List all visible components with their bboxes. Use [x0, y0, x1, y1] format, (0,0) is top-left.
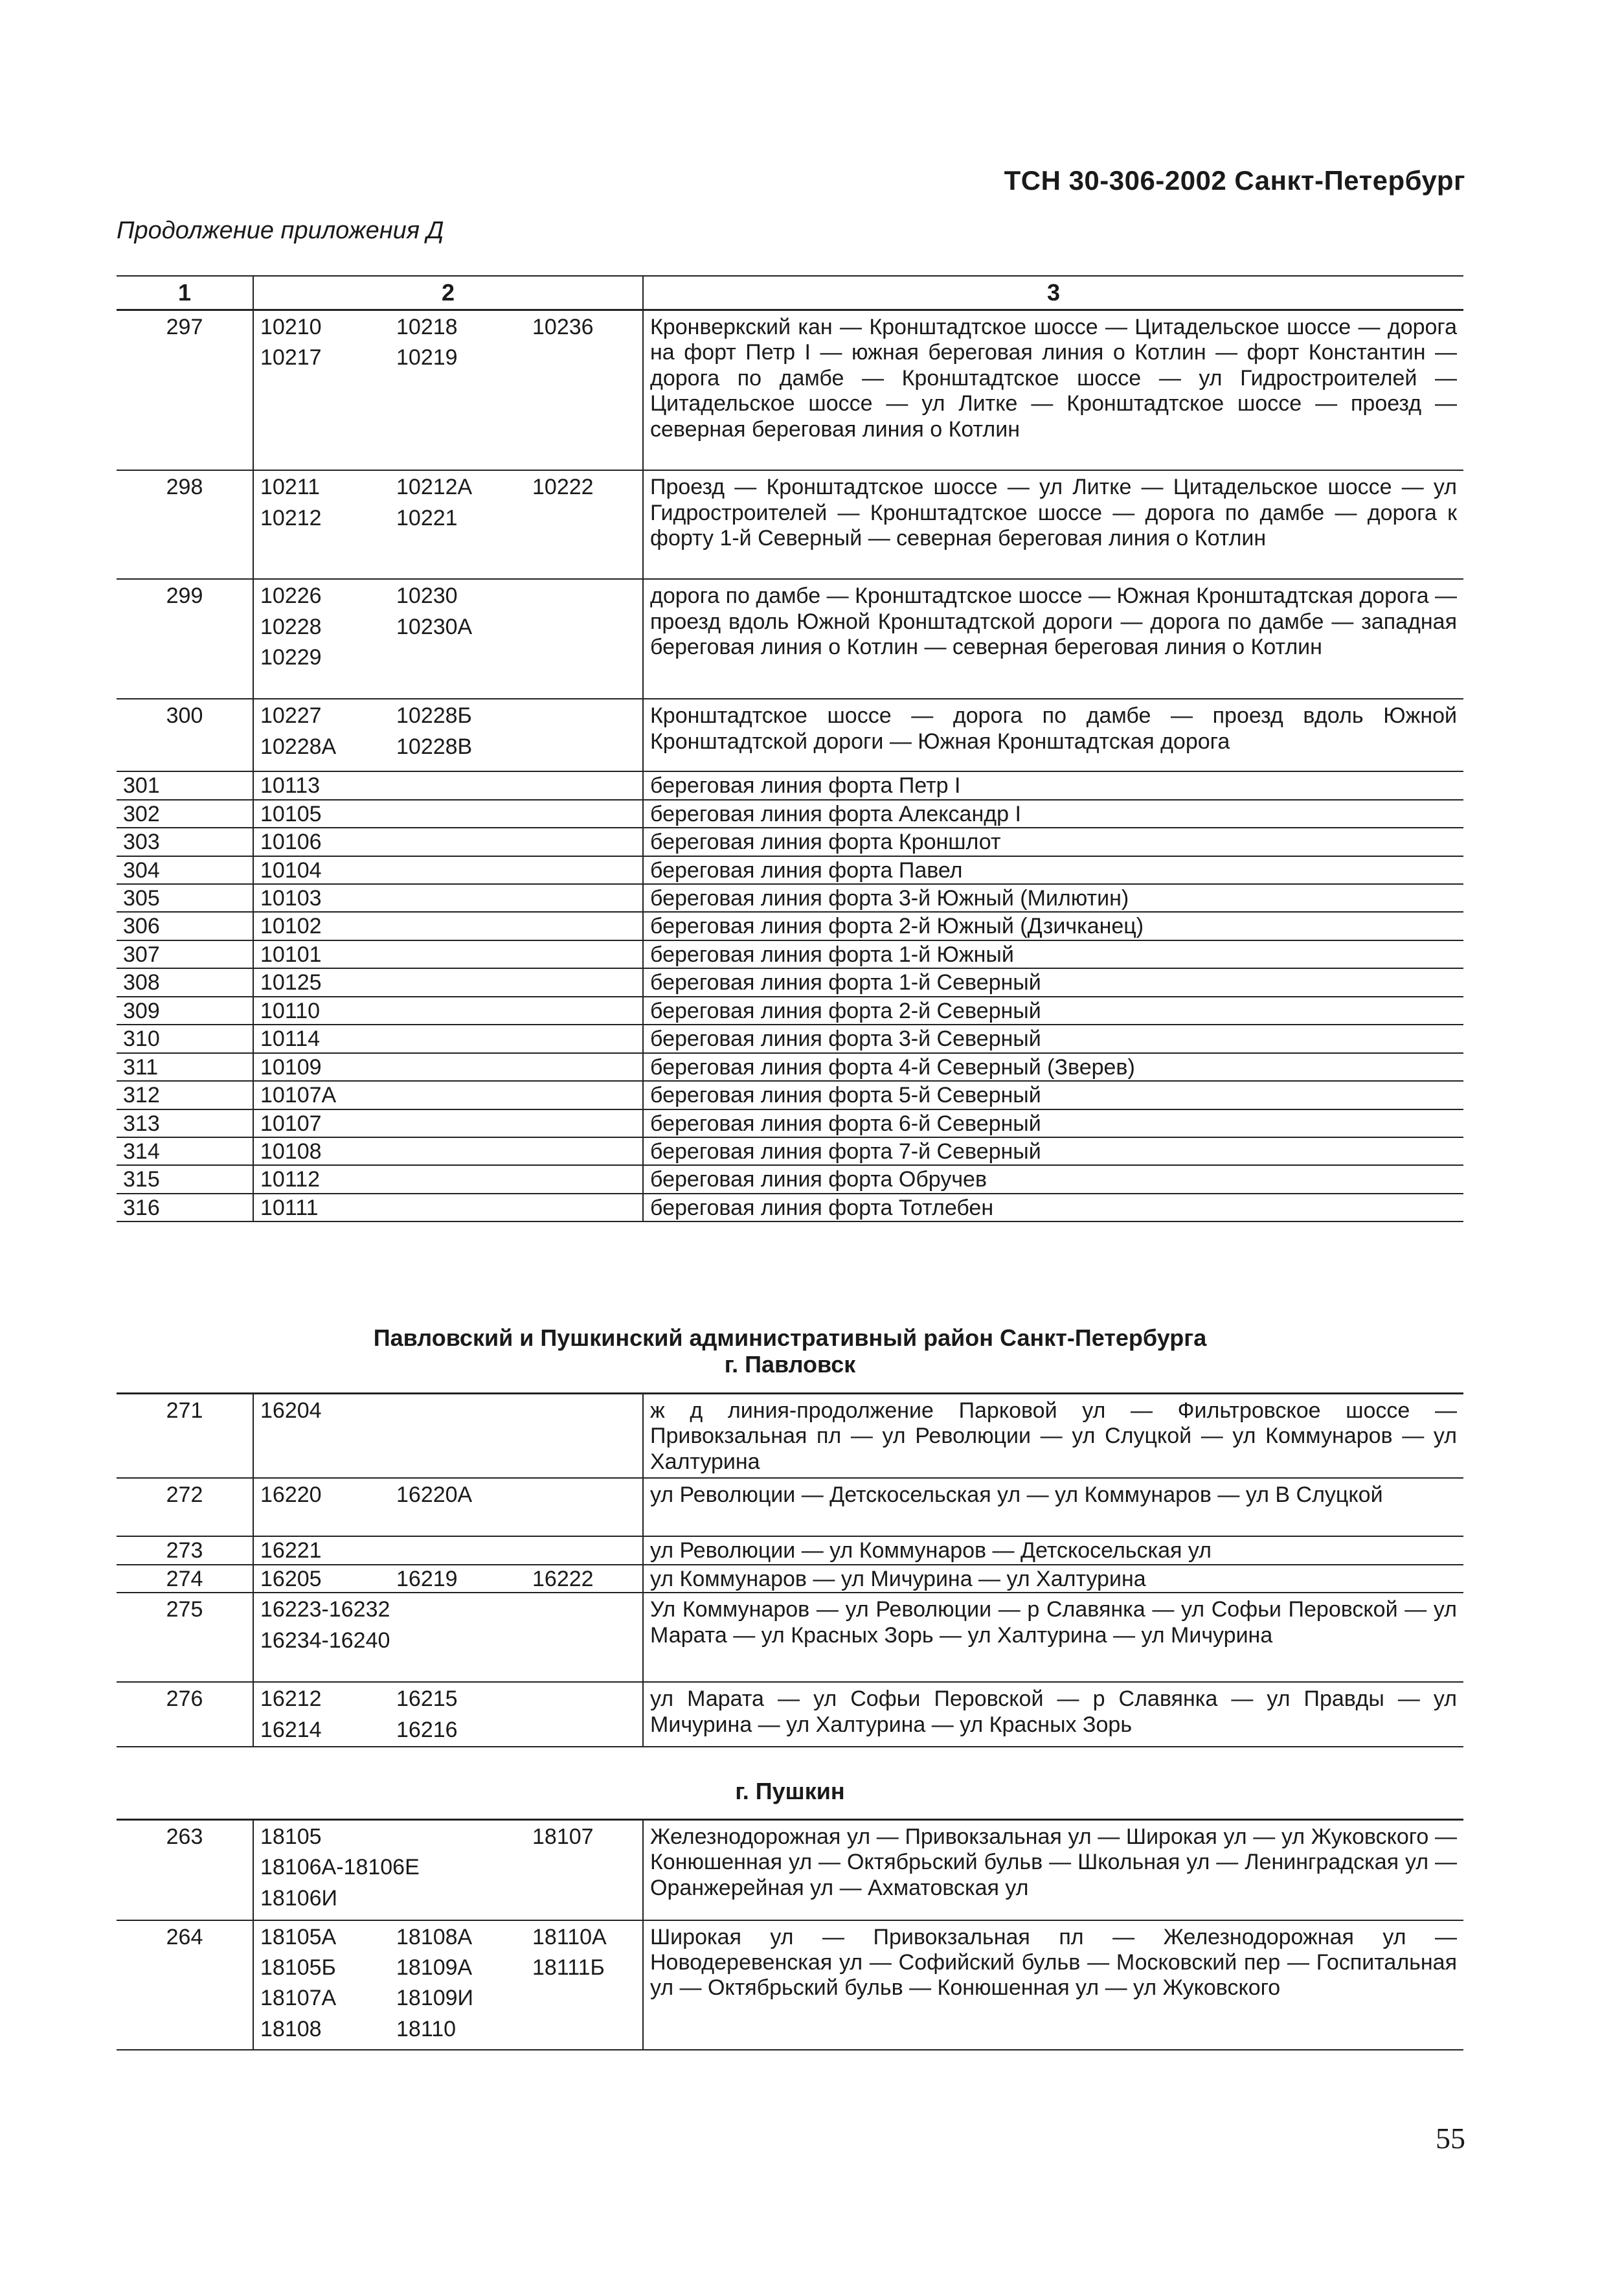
code: 10222 — [532, 475, 594, 500]
code: 16221 — [253, 1536, 643, 1564]
description: береговая линия форта 1-й Северный — [643, 968, 1463, 996]
row-number: 300 — [117, 699, 253, 771]
code: 10226 — [260, 584, 322, 609]
row-number: 302 — [117, 800, 253, 828]
code: 10104 — [253, 856, 643, 884]
description: береговая линия форта 2-й Северный — [643, 997, 1463, 1025]
row-number: 272 — [117, 1478, 253, 1536]
continuation-label: Продолжение приложения Д — [117, 217, 444, 244]
row-number: 303 — [117, 828, 253, 856]
column-header-1: 1 — [117, 276, 253, 310]
district-title: Павловский и Пушкинский административный район Санкт-Петербурга — [373, 1324, 1207, 1351]
code: 10221 — [396, 505, 458, 530]
code: 10212А — [396, 475, 473, 500]
table-row — [117, 1081, 1463, 1109]
section-title-district — [117, 1324, 1463, 1378]
codes-cell — [253, 470, 643, 579]
code: 16205 — [260, 1566, 322, 1591]
description: Широкая ул — Привокзальная пл — Железнодорожная ул — Новодеревенская ул — Софийский бульв — Московский пер — Госпитальная ул — Октябрьский бульв — Конюшенная ул — ул Жуковского — [643, 1920, 1463, 2050]
code: 18106А-18106Е — [260, 1855, 420, 1880]
code: 18109И — [396, 1986, 473, 2011]
code: 10102 — [253, 912, 643, 940]
code: 16220А — [396, 1482, 473, 1508]
table-row — [117, 1565, 1463, 1593]
row-number: 305 — [117, 884, 253, 912]
description: береговая линия форта 3-й Южный (Милютин) — [643, 884, 1463, 912]
row-number: 271 — [117, 1394, 253, 1479]
code: 16204 — [253, 1394, 643, 1479]
code: 10212 — [260, 505, 322, 530]
row-number: 306 — [117, 912, 253, 940]
description: береговая линия форта Петр I — [643, 771, 1463, 799]
description: береговая линия форта Тотлебен — [643, 1194, 1463, 1221]
description: береговая линия форта 1-й Южный — [643, 940, 1463, 968]
row-number: 263 — [117, 1820, 253, 1920]
code: 10108 — [253, 1137, 643, 1165]
code: 18107А — [260, 1986, 337, 2011]
row-number: 309 — [117, 997, 253, 1025]
code: 16220 — [260, 1482, 322, 1508]
codes-cell — [253, 1565, 643, 1593]
code: 10110 — [253, 997, 643, 1025]
table-row — [117, 968, 1463, 996]
code: 18108 — [260, 2016, 322, 2041]
code: 10111 — [253, 1194, 643, 1221]
description: ул Марата — ул Софьи Перовской — р Славянка — ул Правды — ул Мичурина — ул Халтурина — ул Красных Зорь — [643, 1682, 1463, 1747]
description: ул Революции — ул Коммунаров — Детскосельская ул — [643, 1536, 1463, 1564]
table-row — [117, 771, 1463, 799]
row-number: 315 — [117, 1165, 253, 1193]
description: береговая линия форта Александр I — [643, 800, 1463, 828]
table-row — [117, 1478, 1463, 1536]
table-row — [117, 1194, 1463, 1221]
code: 18111Б — [532, 1955, 605, 1980]
row-number: 273 — [117, 1536, 253, 1564]
code: 10106 — [253, 828, 643, 856]
code: 10103 — [253, 884, 643, 912]
codes-cell — [253, 1478, 643, 1536]
description: береговая линия форта Кроншлот — [643, 828, 1463, 856]
table-row — [117, 1682, 1463, 1747]
code: 10125 — [253, 968, 643, 996]
description: береговая линия форта 3-й Северный — [643, 1025, 1463, 1052]
table-pushkin — [117, 1819, 1463, 2050]
codes-cell — [253, 1682, 643, 1747]
description: Кронверкский кан — Кронштадтское шоссе — Цитадельское шоссе — дорога на форт Петр I — южная береговая линия о Котлин — форт Константин — дорога по дамбе — Кронштадтское шоссе — ул Гидростроителей — Цитадельское шоссе — ул Литке — Кронштадтское шоссе — проезд — северная береговая линия о Котлин — [643, 310, 1463, 470]
code: 10105 — [253, 800, 643, 828]
codes-cell — [253, 1820, 643, 1920]
table-row — [117, 997, 1463, 1025]
description: Проезд — Кронштадтское шоссе — ул Литке — Цитадельское шоссе — ул Гидростроителей — Кронштадтское шоссе — дорога по дамбе — дорога к форту 1-й Северный — северная береговая линия о Котлин — [643, 470, 1463, 579]
row-number: 276 — [117, 1682, 253, 1747]
code: 10114 — [253, 1025, 643, 1052]
row-number: 312 — [117, 1081, 253, 1109]
description: береговая линия форта 5-й Северный — [643, 1081, 1463, 1109]
code: 18110 — [396, 2016, 457, 2041]
description: Кронштадтское шоссе — дорога по дамбе — проезд вдоль Южной Кронштадтской дороги — Южная Кронштадтская дорога — [643, 699, 1463, 771]
code: 10217 — [260, 345, 322, 370]
code: 16212 — [260, 1686, 322, 1712]
row-number: 301 — [117, 771, 253, 799]
description: береговая линия форта Обручев — [643, 1165, 1463, 1193]
row-number: 264 — [117, 1920, 253, 2050]
description: ул Коммунаров — ул Мичурина — ул Халтурина — [643, 1565, 1463, 1593]
row-number: 299 — [117, 579, 253, 699]
code: 18105А — [260, 1924, 337, 1949]
description: береговая линия форта 7-й Северный — [643, 1137, 1463, 1165]
code: 10218 — [396, 314, 458, 339]
code: 16234-16240 — [260, 1628, 390, 1653]
codes-cell — [253, 699, 643, 771]
description: ж д линия-продолжение Парковой ул — Фильтровское шоссе — Привокзальная пл — ул Революции — ул Слуцкой — ул Коммунаров — ул Халтурина — [643, 1394, 1463, 1479]
description: ул Революции — Детскосельская ул — ул Коммунаров — ул В Слуцкой — [643, 1478, 1463, 1536]
column-header-2: 2 — [253, 276, 643, 310]
code: 18106И — [260, 1885, 337, 1911]
table-pavlovsk — [117, 1392, 1463, 1747]
table-row — [117, 1053, 1463, 1081]
description: береговая линия форта 2-й Южный (Дзичканец) — [643, 912, 1463, 940]
description: береговая линия форта 6-й Северный — [643, 1109, 1463, 1137]
row-number: 314 — [117, 1137, 253, 1165]
code: 18108А — [396, 1924, 473, 1949]
code: 18105 — [260, 1824, 322, 1849]
code: 10112 — [253, 1165, 643, 1193]
code: 16219 — [396, 1566, 458, 1591]
codes-cell — [253, 310, 643, 470]
code: 10228А — [260, 734, 337, 759]
code: 10228Б — [396, 703, 472, 729]
table-row — [117, 1920, 1463, 2050]
table-kronshtadt — [117, 275, 1463, 1222]
row-number: 274 — [117, 1565, 253, 1593]
code: 10210 — [260, 314, 322, 339]
code: 10229 — [260, 645, 322, 670]
code: 10228В — [396, 734, 473, 759]
code: 10230 — [396, 584, 458, 609]
description: Ул Коммунаров — ул Революции — р Славянка — ул Софьи Перовской — ул Марата — ул Красных Зорь — ул Халтурина — ул Мичурина — [643, 1593, 1463, 1682]
code: 18109А — [396, 1955, 473, 1980]
table-row — [117, 1536, 1463, 1564]
table-row — [117, 912, 1463, 940]
code: 10230А — [396, 614, 473, 639]
table-row — [117, 1025, 1463, 1052]
code: 16216 — [396, 1717, 458, 1742]
table-row — [117, 310, 1463, 470]
table-row — [117, 579, 1463, 699]
description: береговая линия форта Павел — [643, 856, 1463, 884]
row-number: 308 — [117, 968, 253, 996]
row-number: 311 — [117, 1053, 253, 1081]
codes-cell — [253, 1593, 643, 1682]
table-row — [117, 470, 1463, 579]
table-row — [117, 856, 1463, 884]
code: 10228 — [260, 614, 322, 639]
row-number: 310 — [117, 1025, 253, 1052]
table-row — [117, 1820, 1463, 1920]
table-row — [117, 1593, 1463, 1682]
city-title-pavlovsk: г. Павловск — [724, 1351, 856, 1378]
description: Железнодорожная ул — Привокзальная ул — Широкая ул — ул Жуковского — Конюшенная ул — Октябрьский бульв — Школьная ул — Ленинградская ул — Оранжерейная ул — Ахматовская ул — [643, 1820, 1463, 1920]
document-code: ТСН 30-306-2002 Санкт-Петербург — [1004, 165, 1465, 196]
code: 18105Б — [260, 1955, 336, 1980]
code: 10113 — [253, 771, 643, 799]
table-row — [117, 884, 1463, 912]
table-row — [117, 940, 1463, 968]
page-number: 55 — [1436, 2122, 1465, 2155]
column-header-3: 3 — [643, 276, 1463, 310]
row-number: 316 — [117, 1194, 253, 1221]
code: 10107А — [253, 1081, 643, 1109]
code: 10109 — [253, 1053, 643, 1081]
code: 10101 — [253, 940, 643, 968]
row-number: 298 — [117, 470, 253, 579]
row-number: 313 — [117, 1109, 253, 1137]
table-row — [117, 828, 1463, 856]
code: 10227 — [260, 703, 322, 729]
description: дорога по дамбе — Кронштадтское шоссе — Южная Кронштадтская дорога — проезд вдоль Южной Кронштадтской дороги — дорога по дамбе — западная береговая линия о Котлин — северная береговая линия о Котлин — [643, 579, 1463, 699]
code: 16222 — [532, 1566, 594, 1591]
code: 18110А — [532, 1924, 607, 1949]
table-row — [117, 1137, 1463, 1165]
table-row — [117, 1109, 1463, 1137]
code: 18107 — [532, 1824, 594, 1849]
code: 10107 — [253, 1109, 643, 1137]
code: 16215 — [396, 1686, 458, 1712]
city-title-pushkin: г. Пушкин — [735, 1778, 845, 1804]
row-number: 304 — [117, 856, 253, 884]
table-row — [117, 1165, 1463, 1193]
code: 10219 — [396, 345, 458, 370]
code: 16214 — [260, 1717, 322, 1742]
table-row — [117, 800, 1463, 828]
row-number: 275 — [117, 1593, 253, 1682]
description: береговая линия форта 4-й Северный (Зверев) — [643, 1053, 1463, 1081]
table-row — [117, 1394, 1463, 1479]
table-row — [117, 699, 1463, 771]
row-number: 297 — [117, 310, 253, 470]
table-header-row — [117, 276, 1463, 310]
code: 10211 — [260, 475, 321, 500]
code: 10236 — [532, 314, 594, 339]
codes-cell — [253, 1920, 643, 2050]
row-number: 307 — [117, 940, 253, 968]
codes-cell — [253, 579, 643, 699]
code: 16223-16232 — [260, 1597, 390, 1622]
